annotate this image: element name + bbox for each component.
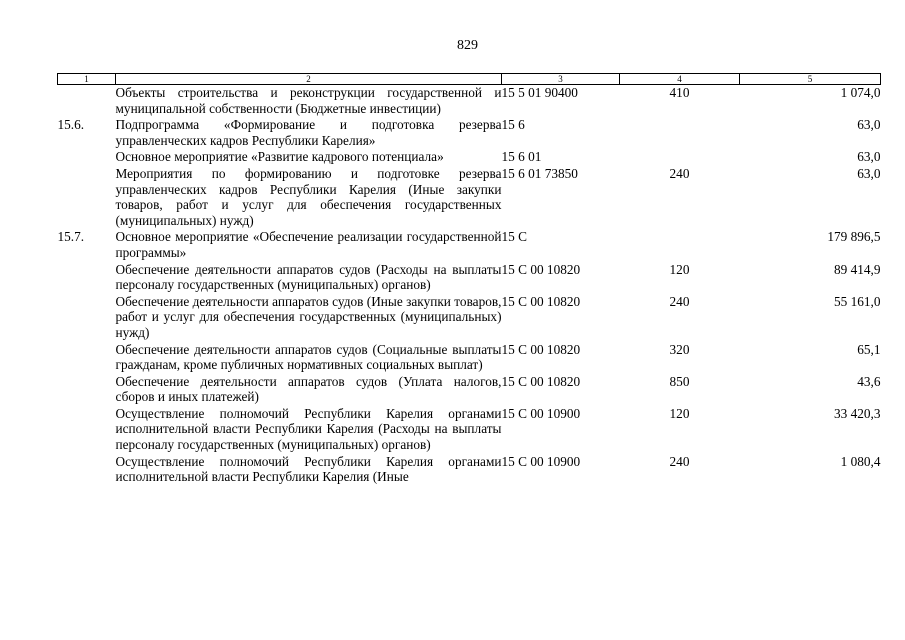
column-header-1: 1	[58, 74, 116, 85]
row-expense-type	[620, 229, 740, 261]
row-sum: 89 414,9	[833, 261, 881, 277]
row-expense-type: 240	[669, 165, 690, 181]
row-sum: 179 896,5	[827, 229, 881, 245]
row-sum: 1 074,0	[840, 85, 881, 100]
row-sum: 1 080,4	[840, 453, 881, 469]
row-code: 15 С 00 10820	[501, 341, 581, 357]
row-name: Подпрограмма «Формирование и подготовка резерва управленческих кадров Республики Карелия»	[115, 117, 502, 148]
row-code: 15 5 01 90400	[501, 85, 578, 100]
row-number	[58, 454, 116, 486]
row-number	[58, 406, 116, 454]
row-name: Осуществление полномочий Республики Карелия органами исполнительной власти Республики Карелия (Расходы на выплаты персоналу государственных (муниципальных) органов)	[115, 405, 502, 453]
row-code: 15 6 01 73850	[501, 165, 578, 181]
row-name: Обеспечение деятельности аппаратов судов (Социальные выплаты гражданам, кроме публичных нормативных социальных выплат)	[115, 341, 502, 373]
row-code: 15 6	[501, 117, 525, 133]
row-expense-type: 410	[669, 85, 690, 100]
row-code: 15 6 01	[501, 149, 542, 165]
row-number	[58, 294, 116, 342]
row-sum: 63,0	[857, 149, 881, 165]
row-expense-type: 240	[669, 453, 690, 469]
table-row	[58, 454, 881, 486]
column-header-2: 2	[116, 74, 502, 85]
row-expense-type	[620, 117, 740, 149]
table-row	[58, 117, 881, 149]
row-name: Основное мероприятие «Развитие кадрового потенциала»	[115, 149, 444, 165]
table-body	[58, 85, 881, 486]
row-code: 15 С 00 10900	[501, 453, 581, 469]
table-row	[58, 229, 881, 261]
column-header-3: 3	[502, 74, 620, 85]
row-code: 15 С	[501, 229, 527, 245]
row-sum: 33 420,3	[833, 405, 881, 421]
row-name: Основное мероприятие «Обеспечение реализации государственной программы»	[115, 229, 502, 260]
row-expense-type: 120	[669, 405, 690, 421]
row-expense-type	[620, 149, 740, 166]
column-header-5: 5	[740, 74, 881, 85]
row-number: 15.6.	[57, 117, 85, 133]
row-name: Обеспечение деятельности аппаратов судов (Уплата налогов, сборов и иных платежей)	[115, 373, 502, 405]
row-expense-type: 320	[669, 341, 690, 357]
table-row	[58, 166, 881, 229]
table-row	[58, 85, 881, 118]
table-row	[58, 262, 881, 294]
row-name: Обеспечение деятельности аппаратов судов (Расходы на выплаты персоналу государственных (муниципальных) органов)	[115, 261, 502, 293]
row-number	[58, 166, 116, 229]
row-expense-type: 850	[669, 373, 690, 389]
row-name: Осуществление полномочий Республики Карелия органами исполнительной власти Республики Карелия (Иные	[115, 453, 502, 485]
table-row	[58, 342, 881, 374]
row-name: Обеспечение деятельности аппаратов судов (Иные закупки товаров, работ и услуг для обеспечения государственных (муниципальных) нужд)	[115, 293, 502, 340]
budget-table	[57, 73, 881, 486]
row-number	[58, 149, 116, 166]
row-sum: 63,0	[857, 117, 881, 133]
table-row	[58, 149, 881, 166]
table-row	[58, 374, 881, 406]
table-header	[58, 74, 881, 85]
row-sum: 65,1	[857, 341, 881, 357]
row-number: 15.7.	[57, 229, 85, 245]
table-row	[58, 406, 881, 454]
table-row	[58, 294, 881, 342]
row-name: Объекты строительства и реконструкции государственной и муниципальной собственности (Бюджетные инвестиции)	[115, 85, 502, 116]
row-number	[58, 262, 116, 294]
row-number	[58, 85, 116, 118]
row-expense-type: 240	[669, 293, 690, 309]
row-sum: 63,0	[857, 165, 881, 181]
row-code: 15 С 00 10820	[501, 293, 581, 309]
row-code: 15 С 00 10820	[501, 261, 581, 277]
row-number	[58, 342, 116, 374]
row-code: 15 С 00 10900	[501, 405, 581, 421]
row-code: 15 С 00 10820	[501, 373, 581, 389]
page-number: 829	[457, 38, 478, 53]
row-expense-type: 120	[669, 261, 690, 277]
column-header-4: 4	[620, 74, 740, 85]
row-sum: 43,6	[857, 373, 881, 389]
row-number	[58, 374, 116, 406]
row-name: Мероприятия по формированию и подготовке резерва управленческих кадров Республики Карелия (Иные закупки товаров, работ и услуг для обеспечения государственных (муниципальных) нужд)	[115, 165, 502, 228]
row-sum: 55 161,0	[833, 293, 881, 309]
